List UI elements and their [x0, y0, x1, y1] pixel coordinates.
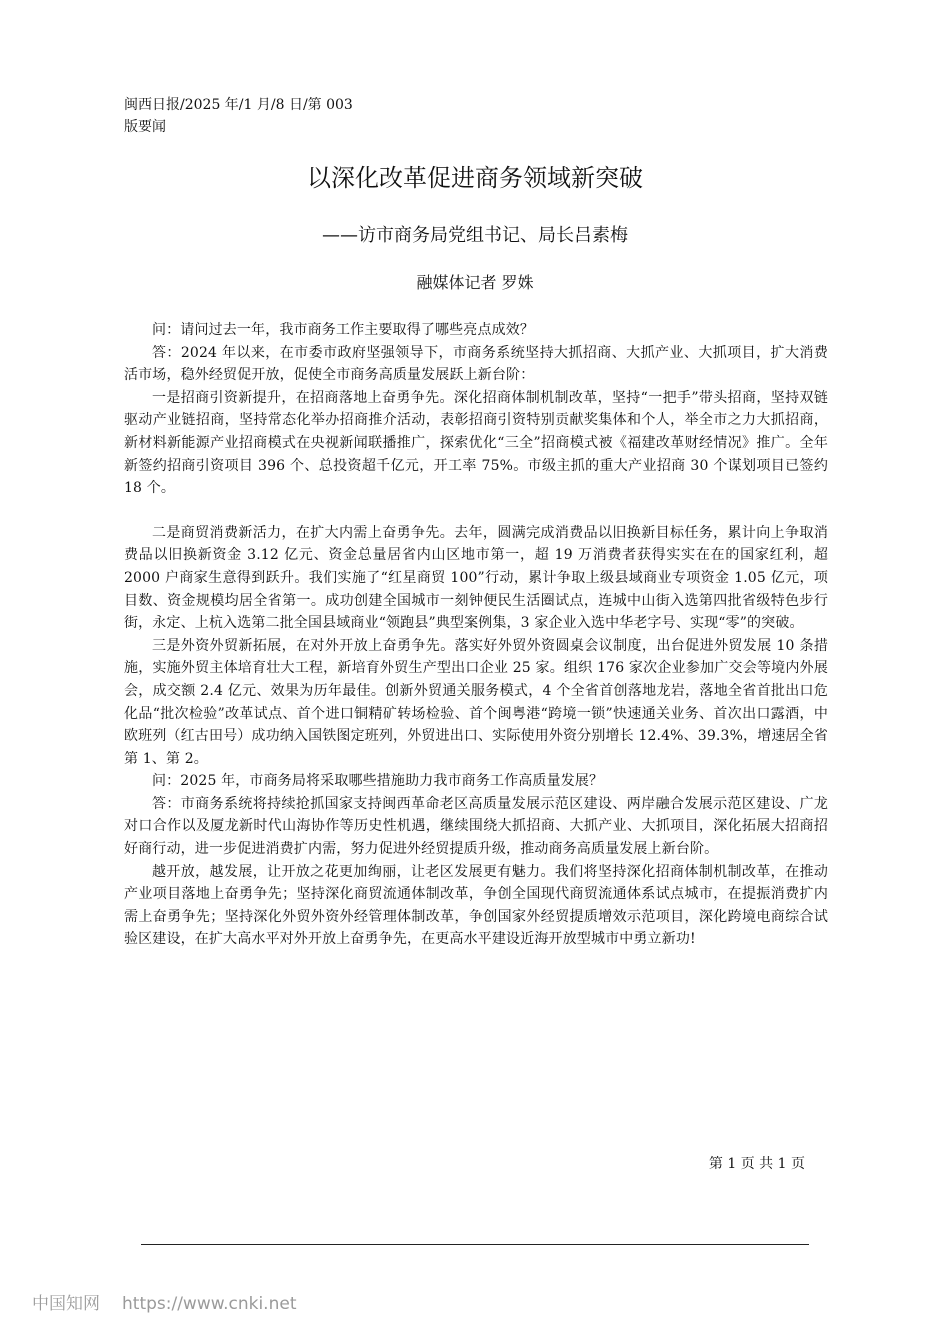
paragraph-answer-1: 答：2024 年以来，在市委市政府坚强领导下，市商务系统坚持大抓招商、大抓产业、大抓项目，扩大消费活市场，稳外经贸促开放，促使全市商务高质量发展跃上新台阶：: [124, 344, 828, 384]
cnki-url: https://www.cnki.net: [122, 1294, 297, 1314]
paragraph-consumption: 二是商贸消费新活力，在扩大内需上奋勇争先。去年，圆满完成消费品以旧换新目标任务，累计向上争取消费品以旧换新资金 3.12 亿元、资金总量居省内山区地市第一，超 19 万消费者获得实实在在的国家红利，超 2000 户商家生意得到跃升。我们实施了“红星商贸 100”行动，累计争取上级县域商业专项资金 1.05 亿元，项目数、资金规模均居全省第一。成功创建全国城市一刻钟便民生活圈试点，连城中山街入选第四批省级特色步行街，永定、上杭入选第二批全国县域商业“领跑县”典型案例集，3 家企业入选中华老字号、实现“零”的突破。: [124, 524, 828, 632]
article-title: 以深化改革促进商务领域新突破: [307, 164, 643, 192]
publication-source: 闽西日报/2025 年/1 月/8 日/第 003 版要闻: [124, 97, 353, 135]
paragraph-closing: 越开放，越发展，让开放之花更加绚丽，让老区发展更有魅力。我们将坚持深化招商体制机制改革，在推动产业项目落地上奋勇争先；坚持深化商贸流通体制改革，争创全国现代商贸流通体系试点城市，在提振消费扩内需上奋勇争先；坚持深化外贸外资外经管理体制改革，争创国家外经贸提质增效示范项目，深化跨境电商综合试验区建设，在扩大高水平对外开放上奋勇争先，在更高水平建设近海开放型城市中勇立新功!: [124, 863, 828, 948]
paragraph-question-2: 问：2025 年，市商务局将采取哪些措施助力我市商务工作高质量发展？: [152, 773, 604, 790]
paragraph-foreign-trade: 三是外资外贸新拓展，在对外开放上奋勇争先。落实好外贸外资圆桌会议制度，出台促进外贸发展 10 条措施，实施外贸主体培育壮大工程，新培育外贸生产型出口企业 25 家。组织 176 家次企业参加广交会等境内外展会，成交额 2.4 亿元、效果为历年最佳。创新外贸通关服务模式，4 个全省首创落地龙岩，落地全省首批出口危化品“批次检验”改革试点、首个进口铜精矿转场检验、首个闽粤港“跨境一锁”快速通关业务、首次出口露酒，中欧班列（红古田号）成功纳入国铁图定班列，外贸进出口、实际使用外资分别增长 12.4%、39.3%，增速居全省第 1、第 2。: [124, 637, 828, 767]
footer-divider: [141, 1244, 809, 1245]
paragraph-answer-2: 答：市商务系统将持续抢抓国家支持闽西革命老区高质量发展示范区建设、两岸融合发展示范区建设、广龙对口合作以及厦龙新时代山海协作等历史性机遇，继续围绕大抓招商、大抓产业、大抓项目，深化拓展大招商招好商行动，进一步促进消费扩内需，努力促进外经贸提质升级，推动商务高质量发展上新台阶。: [124, 795, 828, 858]
paragraph-investment: 一是招商引资新提升，在招商落地上奋勇争先。深化招商体制机制改革，坚持“一把手”带头招商，坚持双链驱动产业链招商，坚持常态化举办招商推介活动，表彰招商引资特别贡献奖集体和个人，举全市之力大抓招商，新材料新能源产业招商模式在央视新闻联播推广，探索优化“三全”招商模式被《福建改革财经情况》推广。全年新签约招商引资项目 396 个、总投资超千亿元，开工率 75%。市级主抓的重大产业招商 30 个谋划项目已签约 18 个。: [124, 389, 828, 497]
article-body: [124, 319, 828, 951]
page-number: 第 1 页 共 1 页: [708, 1156, 805, 1172]
cnki-watermark: [32, 1292, 296, 1316]
paragraph-question-1: 问：请问过去一年，我市商务工作主要取得了哪些亮点成效？: [152, 322, 535, 338]
cnki-logo-text: 中国知网: [32, 1294, 100, 1314]
article-byline: 融媒体记者 罗姝: [416, 273, 534, 292]
article-subtitle: ——访市商务局党组书记、局长吕素梅: [322, 225, 628, 246]
